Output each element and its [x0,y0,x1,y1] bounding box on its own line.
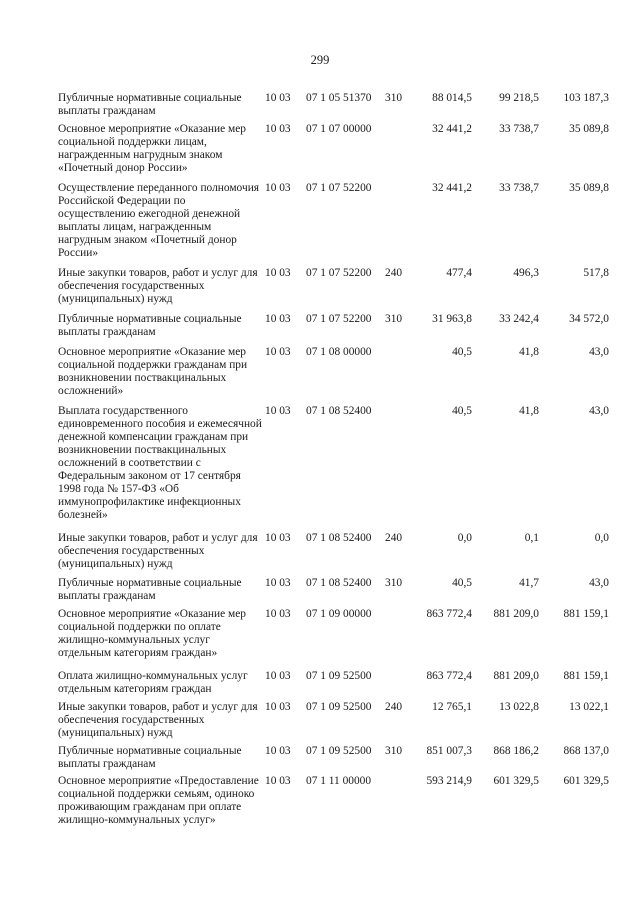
row-expense-type: 310 [385,313,403,325]
row-amount-year-1: 863 772,4 [426,608,472,620]
row-target-article: 07 1 09 52500 [306,670,372,682]
row-amount-year-2: 13 022,8 [499,701,539,713]
row-section-code: 10 03 [265,577,291,589]
row-amount-year-1: 863 772,4 [426,670,472,682]
row-amount-year-3: 43,0 [589,405,609,417]
row-amount-year-2: 496,3 [513,267,539,279]
row-target-article: 07 1 09 52500 [306,701,372,713]
row-amount-year-3: 43,0 [589,577,609,589]
row-amount-year-2: 33 738,7 [499,123,539,135]
row-amount-year-1: 40,5 [452,577,472,589]
row-amount-year-3: 868 137,0 [563,745,609,757]
row-amount-year-2: 33 738,7 [499,182,539,194]
row-target-article: 07 1 07 52200 [306,182,372,194]
row-section-code: 10 03 [265,745,291,757]
page-number: 299 [310,53,330,67]
row-expense-type: 240 [385,267,403,279]
row-name: Основное мероприятие «Оказание мер социальной поддержки по оплате жилищно-коммунальных услуг отдельным категориям граждан» [58,608,246,659]
row-section-code: 10 03 [265,267,291,279]
row-target-article: 07 1 05 51370 [306,92,372,104]
row-name: Публичные нормативные социальные выплаты гражданам [58,577,242,602]
row-amount-year-2: 601 329,5 [493,775,539,787]
row-amount-year-1: 31 963,8 [432,313,472,325]
row-name: Выплата государственного единовременного пособия и ежемесячной денежной компенсации гражданам при возникновении поствакцинальных осложнений в соответствии с Федеральным законом от 17 сентября 1998 года № 157-ФЗ «Об иммунопрофилактике инфекционных болезней» [58,405,262,521]
row-amount-year-2: 41,8 [519,346,539,358]
row-amount-year-1: 477,4 [446,267,472,279]
row-amount-year-2: 41,8 [519,405,539,417]
row-amount-year-3: 0,0 [594,532,609,544]
row-amount-year-2: 0,1 [524,532,539,544]
row-amount-year-2: 99 218,5 [499,92,539,104]
row-target-article: 07 1 07 52200 [306,267,372,279]
row-target-article: 07 1 07 00000 [306,123,372,135]
row-amount-year-3: 103 187,3 [563,92,609,104]
row-name: Публичные нормативные социальные выплаты гражданам [58,745,242,770]
row-section-code: 10 03 [265,608,291,620]
row-amount-year-1: 40,5 [452,346,472,358]
row-name: Иные закупки товаров, работ и услуг для обеспечения государственных (муниципальных) нужд [58,267,258,305]
row-amount-year-1: 12 765,1 [432,701,472,713]
row-amount-year-3: 517,8 [583,267,609,279]
row-name: Оплата жилищно-коммунальных услуг отдельным категориям граждан [58,670,248,695]
row-name: Основное мероприятие «Предоставление социальной поддержки семьям, одиноко проживающим гражданам при оплате жилищно-коммунальных услуг» [58,775,259,826]
row-amount-year-2: 881 209,0 [493,608,539,620]
row-amount-year-3: 35 089,8 [569,123,609,135]
row-target-article: 07 1 08 52400 [306,405,372,417]
row-expense-type: 240 [385,701,403,713]
row-section-code: 10 03 [265,182,291,194]
row-amount-year-1: 32 441,2 [432,182,472,194]
row-amount-year-2: 881 209,0 [493,670,539,682]
row-name: Иные закупки товаров, работ и услуг для обеспечения государственных (муниципальных) нужд [58,532,258,570]
row-target-article: 07 1 11 00000 [306,775,372,787]
row-amount-year-3: 34 572,0 [569,313,609,325]
row-amount-year-3: 13 022,1 [569,701,609,713]
row-amount-year-1: 851 007,3 [426,745,472,757]
row-amount-year-2: 868 186,2 [493,745,539,757]
row-name: Публичные нормативные социальные выплаты гражданам [58,313,242,338]
row-amount-year-1: 593 214,9 [426,775,472,787]
row-name: Основное мероприятие «Оказание мер социальной поддержки лицам, награжденным нагрудным знаком «Почетный донор России» [58,123,246,174]
row-section-code: 10 03 [265,670,291,682]
row-amount-year-3: 35 089,8 [569,182,609,194]
row-target-article: 07 1 08 00000 [306,346,372,358]
row-target-article: 07 1 08 52400 [306,532,372,544]
row-amount-year-1: 40,5 [452,405,472,417]
row-expense-type: 310 [385,92,403,104]
row-amount-year-1: 0,0 [457,532,472,544]
row-section-code: 10 03 [265,313,291,325]
row-amount-year-1: 32 441,2 [432,123,472,135]
row-section-code: 10 03 [265,92,291,104]
row-expense-type: 310 [385,577,403,589]
row-section-code: 10 03 [265,346,291,358]
row-amount-year-3: 881 159,1 [563,670,609,682]
row-section-code: 10 03 [265,775,291,787]
row-expense-type: 240 [385,532,403,544]
row-target-article: 07 1 09 00000 [306,608,372,620]
row-name: Основное мероприятие «Оказание мер социальной поддержки гражданам при возникновении поствакцинальных осложнений» [58,346,248,397]
row-amount-year-2: 41,7 [519,577,539,589]
row-target-article: 07 1 07 52200 [306,313,372,325]
row-amount-year-3: 881 159,1 [563,608,609,620]
row-section-code: 10 03 [265,532,291,544]
row-expense-type: 310 [385,745,403,757]
row-name: Иные закупки товаров, работ и услуг для обеспечения государственных (муниципальных) нужд [58,701,258,739]
row-name: Публичные нормативные социальные выплаты гражданам [58,92,242,117]
row-section-code: 10 03 [265,123,291,135]
row-amount-year-3: 601 329,5 [563,775,609,787]
row-section-code: 10 03 [265,701,291,713]
row-target-article: 07 1 08 52400 [306,577,372,589]
row-amount-year-2: 33 242,4 [499,313,539,325]
row-amount-year-1: 88 014,5 [432,92,472,104]
row-target-article: 07 1 09 52500 [306,745,372,757]
row-section-code: 10 03 [265,405,291,417]
row-name: Осуществление переданного полномочия Российской Федерации по осуществлению ежегодной денежной выплаты лицам, награжденным нагрудным знаком «Почетный донор России» [58,182,260,259]
row-amount-year-3: 43,0 [589,346,609,358]
